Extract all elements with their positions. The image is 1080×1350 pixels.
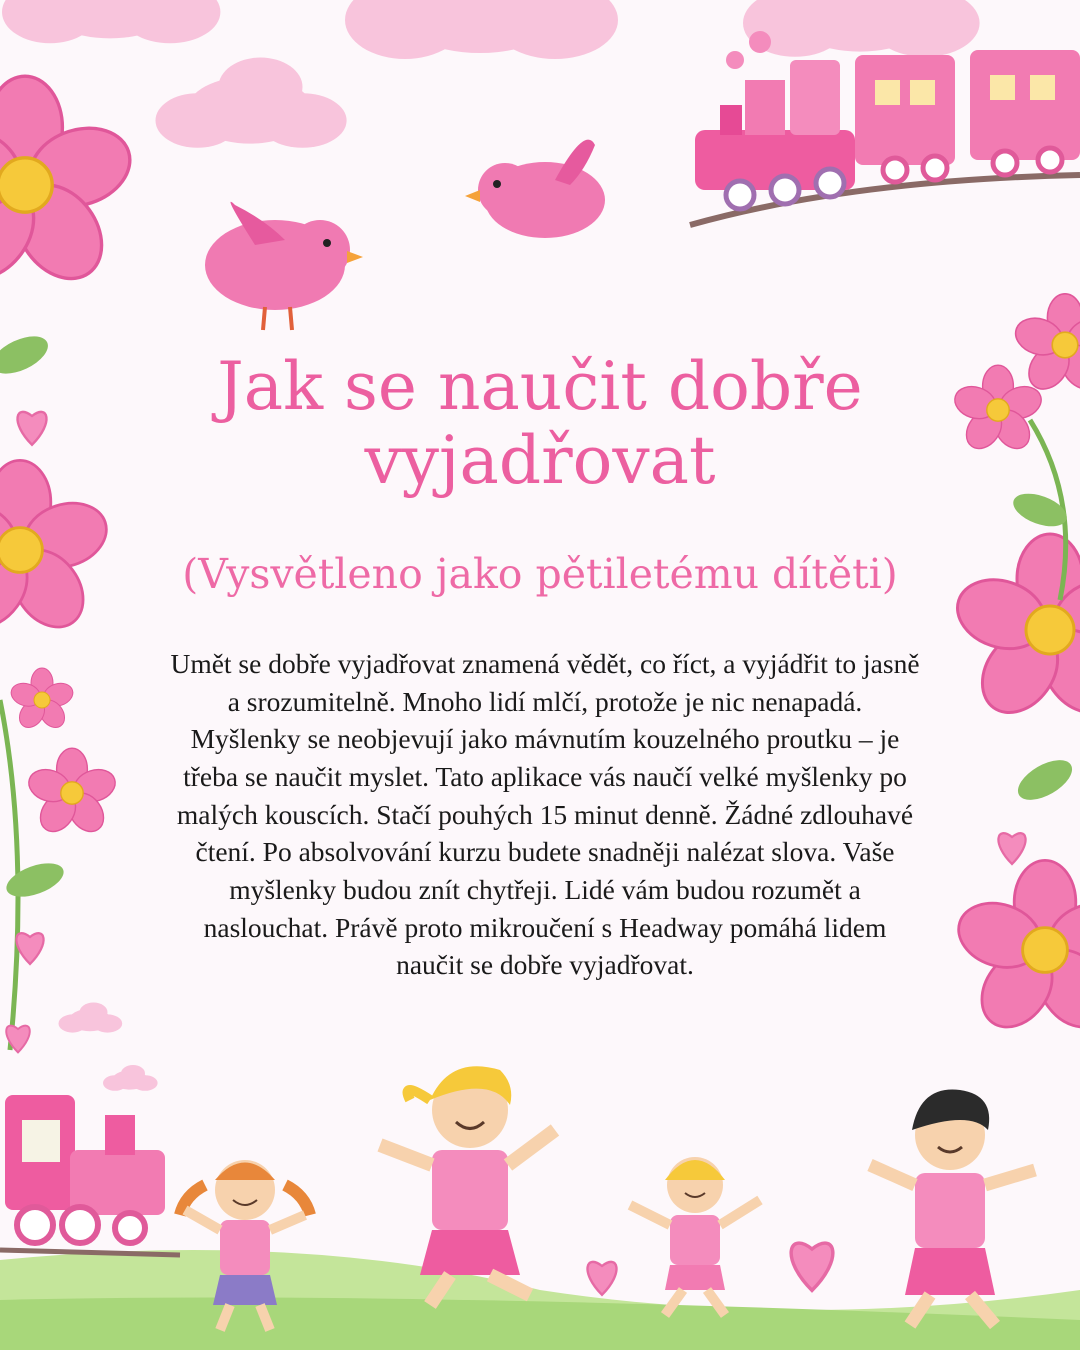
body-text: Umět se dobře vyjadřovat znamená vědět, co říct, a vyjádřit to jasně a srozumitelně. Mnoho lidí mlčí, protože je nic nenapadá. Myšlenky se neobjevují jako mávnutím kouzelného proutku – je třeba se naučit myslet. Tato aplikace vás naučí velké myšlenky po malých kouscích. Stačí pouhých 15 minut denně. Žádné zdlouhavé čtení. Po absolvování kurzu budete snadněji nalézat slova. Vaše myšlenky budou znít chytřeji. Lidé vám budou rozumět a naslouchat. Právě proto mikroučení s Headway pomáhá lidem naučit se dobře vyjadřovat. [170, 648, 920, 981]
cloud-icon [58, 1003, 122, 1033]
heart-icon [791, 1243, 833, 1290]
cloud-icon [2, 0, 220, 43]
child-figure-icon [870, 1090, 1035, 1326]
flower-icon [25, 748, 120, 838]
flower-icon [950, 860, 1080, 1040]
heart-icon [16, 933, 43, 964]
train-icon [0, 1095, 180, 1255]
cloud-icon [156, 58, 347, 148]
cloud-icon [103, 1065, 158, 1091]
heart-icon [998, 833, 1025, 864]
cloud-icon [743, 0, 980, 57]
flower-icon [1011, 294, 1080, 397]
page-subtitle: (Vysvětleno jako pětiletému dítěti) [182, 550, 898, 598]
heart-icon [588, 1262, 617, 1295]
bird-icon [205, 202, 363, 330]
page-title: Jak se naučit dobře vyjadřovat [217, 348, 863, 499]
flower-icon [8, 668, 76, 732]
child-figure-icon [630, 1157, 760, 1315]
cloud-icon [345, 0, 618, 59]
heart-icon [18, 412, 47, 445]
flower-icon [0, 76, 140, 295]
bird-icon [465, 140, 605, 238]
train-icon [690, 31, 1080, 225]
